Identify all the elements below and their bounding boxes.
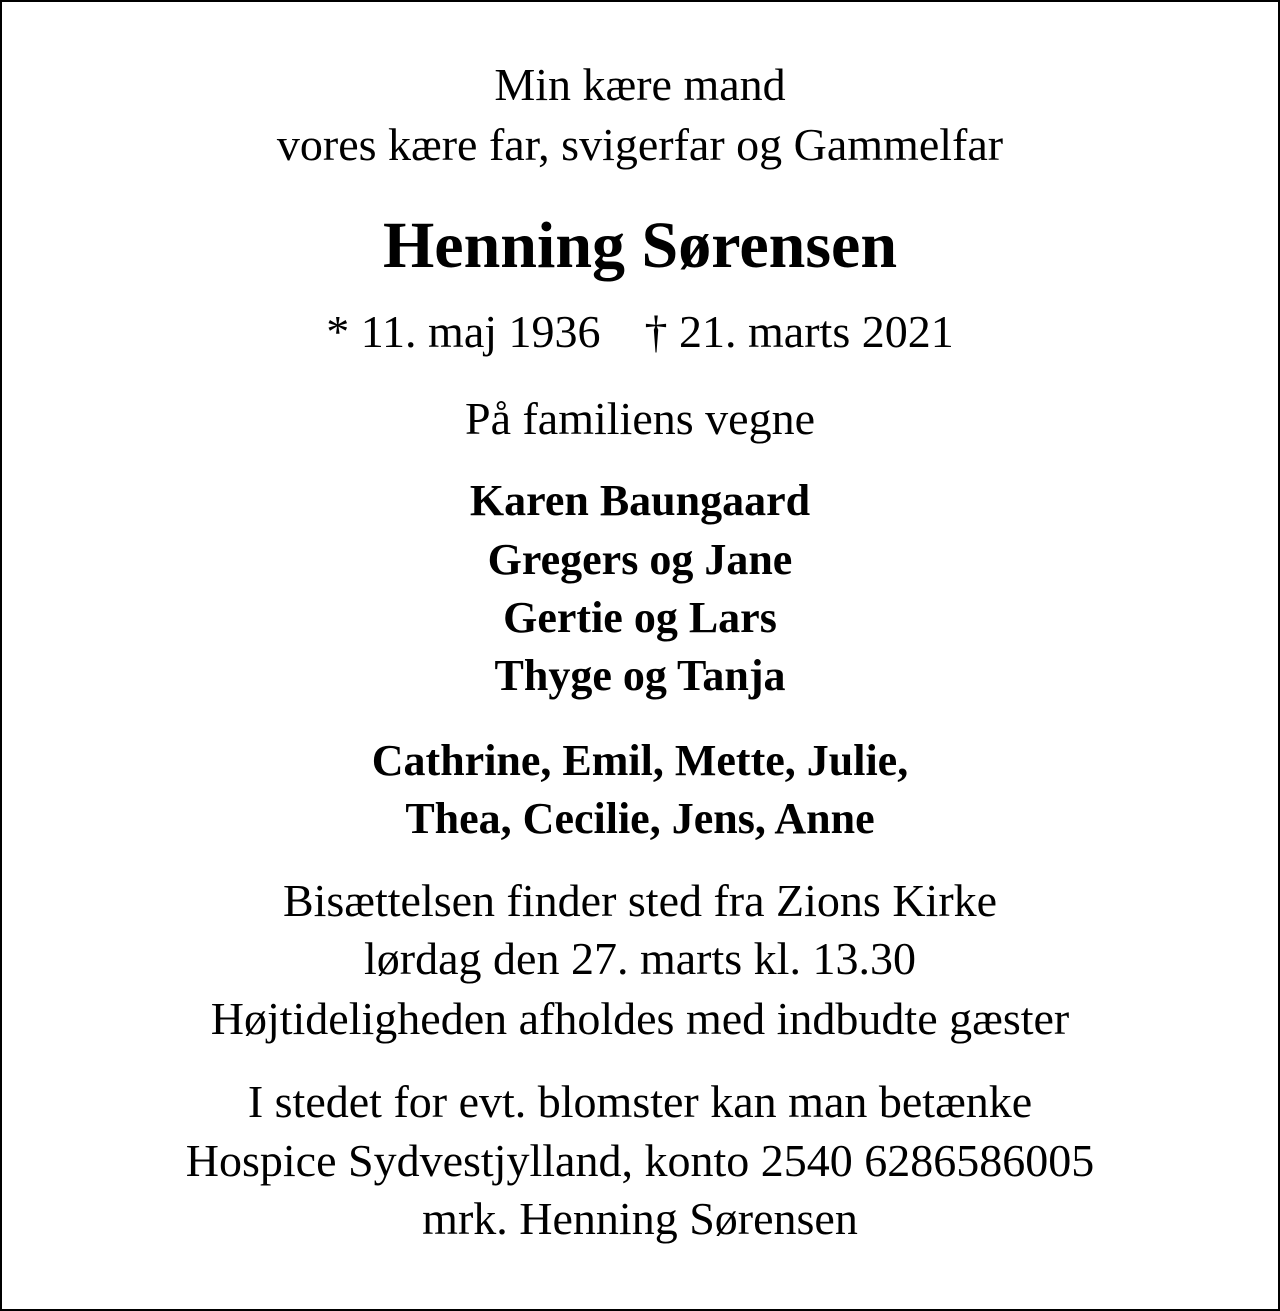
intro-line-2: vores kære far, svigerfar og Gammelfar (276, 119, 1004, 170)
donation-line-1: I stedet for evt. blomster kan man betænke (247, 1076, 1033, 1127)
funeral-line-3: Højtideligheden afholdes med indbudte gæster (210, 993, 1070, 1044)
donation-line-2: Hospice Sydvestjylland, konto 2540 6286586005 (185, 1135, 1095, 1186)
intro-line-1: Min kære mand (494, 59, 786, 110)
grandchildren-line-1: Cathrine, Emil, Mette, Julie, (371, 736, 909, 785)
signoff: På familiens vegne (464, 393, 815, 444)
funeral-line-1: Bisættelsen finder sted fra Zions Kirke (282, 875, 998, 926)
deceased-name: Henning Sørensen (382, 209, 898, 282)
family-member: Thyge og Tanja (494, 651, 786, 700)
birth-date: * 11. maj 1936 (326, 306, 601, 357)
life-dates (2, 305, 1278, 358)
death-date: † 21. marts 2021 (644, 306, 954, 357)
grandchildren-line-2: Thea, Cecilie, Jens, Anne (405, 794, 875, 843)
family-member: Gregers og Jane (487, 535, 793, 584)
donation-line-3: mrk. Henning Sørensen (422, 1193, 858, 1244)
family-member: Karen Baungaard (469, 476, 811, 525)
funeral-line-2: lørdag den 27. marts kl. 13.30 (364, 933, 916, 984)
family-member: Gertie og Lars (503, 593, 777, 642)
